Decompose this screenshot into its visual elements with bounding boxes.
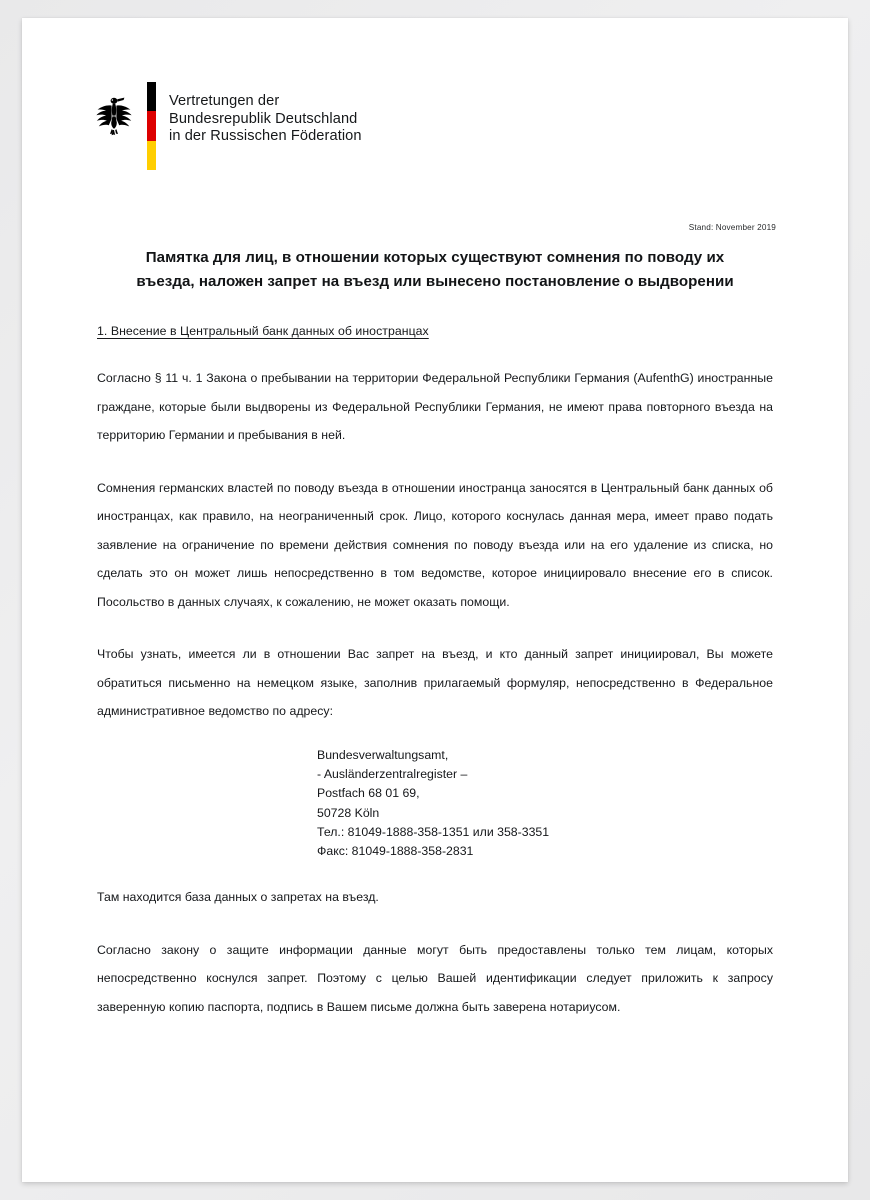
authority-address-block [317,746,773,862]
letterhead-text [169,93,362,146]
revision-date: Stand: November 2019 [688,223,776,232]
flag-band-gold [147,141,156,170]
page-title: Памятка для лиц, в отношении которых существуют сомнения по поводу их въезда, наложен запрет на въезд или вынесено постановление о выдворении [136,249,734,290]
address-line-department: - Ausländerzentralregister – [317,766,468,781]
flag-band-red [147,111,156,140]
paragraph-4: Там находится база данных о запретах на въезд. [97,890,379,905]
document-page [22,18,848,1182]
paragraph-3: Чтобы узнать, имеется ли в отношении Вас запрет на въезд, и кто данный запрет инициировал, Вы можете обратиться письменно на немецком языке, заполнив прилагаемый формуляр, непосредственно в Федеральное административное ведомство по адресу: [97,647,773,719]
german-federal-eagle-icon [94,94,134,138]
flag-band-black [147,82,156,111]
address-line-phone: Тел.: 81049-1888-358-1351 или 358-3351 [317,824,550,839]
paragraph-1: Согласно § 11 ч. 1 Закона о пребывании на территории Федеральной Республики Германия (AufenthG) иностранные граждане, которые были выдворены из Федеральной Республики Германия, не имеют права повторного въезда на территорию Германии и пребывания в ней. [97,371,773,443]
address-line-postbox: Postfach 68 01 69, [317,786,420,801]
letterhead [94,82,362,170]
address-line-organization: Bundesverwaltungsamt, [317,747,449,762]
address-line-fax: Факс: 81049-1888-358-2831 [317,844,474,859]
letterhead-line-1: Vertretungen der [169,93,280,109]
paragraph-2: Сомнения германских властей по поводу въезда в отношении иностранца заносятся в Центральный банк данных об иностранцах, как правило, на неограниченный срок. Лицо, которого коснулась данная мера, имеет право подать заявление на ограничение по времени действия сомнения по поводу въезда или на его удаление из списка, но сделать это он может лишь непосредственно в том ведомстве, которое инициировало внесение его в список. Посольство в данных случаях, к сожалению, не может оказать помощи. [97,480,773,609]
letterhead-line-2: Bundesrepublik Deutschland [169,110,358,127]
letterhead-line-3: in der Russischen Föderation [169,128,362,145]
paragraph-5: Согласно закону о защите информации данные могут быть предоставлены только тем лицам, которых непосредственно коснулся запрет. Поэтому с целью Вашей идентификации следует приложить к запросу заверенную копию паспорта, подпись в Вашем письме должна быть заверена нотариусом. [97,942,773,1014]
german-flag-bar-icon [147,82,156,170]
address-line-city: 50728 Köln [317,805,380,820]
document-body [97,246,773,1021]
section-heading: 1. Внесение в Центральный банк данных об иностранцах [97,324,429,339]
